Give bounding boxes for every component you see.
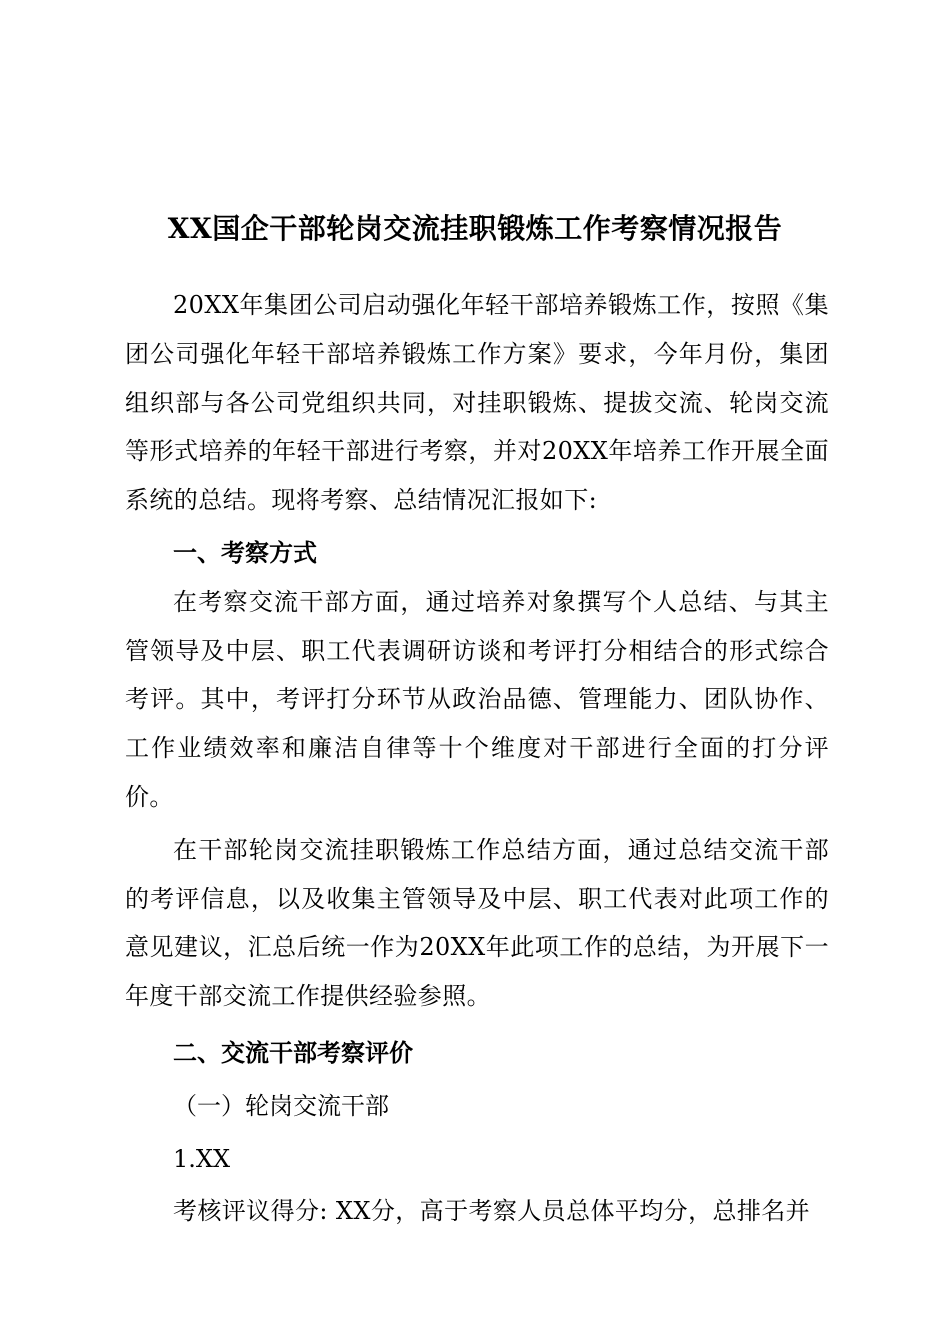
inspection-method-paragraph-2: 在干部轮岗交流挂职锻炼工作总结方面，通过总结交流干部的考评信息，以及收集主管领导及中层、职工代表对此项工作的意见建议，汇总后统一作为20XX年此项工作的总结，为开展下一年度干部交流工作提供经验参照。 <box>125 835 829 1011</box>
subsection-heading-rotation-cadres: （一）轮岗交流干部 <box>173 1091 389 1120</box>
section-heading-cadre-evaluation: 二、交流干部考察评价 <box>173 1037 413 1067</box>
section-heading-inspection-method: 一、考察方式 <box>173 537 317 567</box>
inspection-method-paragraph-1: 在考察交流干部方面，通过培养对象撰写个人总结、与其主管领导及中层、职工代表调研访谈和考评打分相结合的形式综合考评。其中，考评打分环节从政治品德、管理能力、团队协作、工作业绩效率和廉洁自律等十个维度对干部进行全面的打分评价。 <box>125 587 829 811</box>
document-body <box>125 281 829 1236</box>
list-item-number: 1.XX <box>173 1144 231 1173</box>
list-item-score-paragraph: 考核评议得分: XX分，高于考察人员总体平均分，总排名并 <box>173 1197 811 1226</box>
intro-paragraph: 20XX年集团公司启动强化年轻干部培养锻炼工作，按照《集团公司强化年轻干部培养锻炼工作方案》要求，今年月份，集团组织部与各公司党组织共同，对挂职锻炼、提拔交流、轮岗交流等形式培养的年轻干部进行考察，并对20XX年培养工作开展全面系统的总结。现将考察、总结情况汇报如下: <box>125 291 829 515</box>
document-title: XX国企干部轮岗交流挂职锻炼工作考察情况报告 <box>167 212 783 245</box>
